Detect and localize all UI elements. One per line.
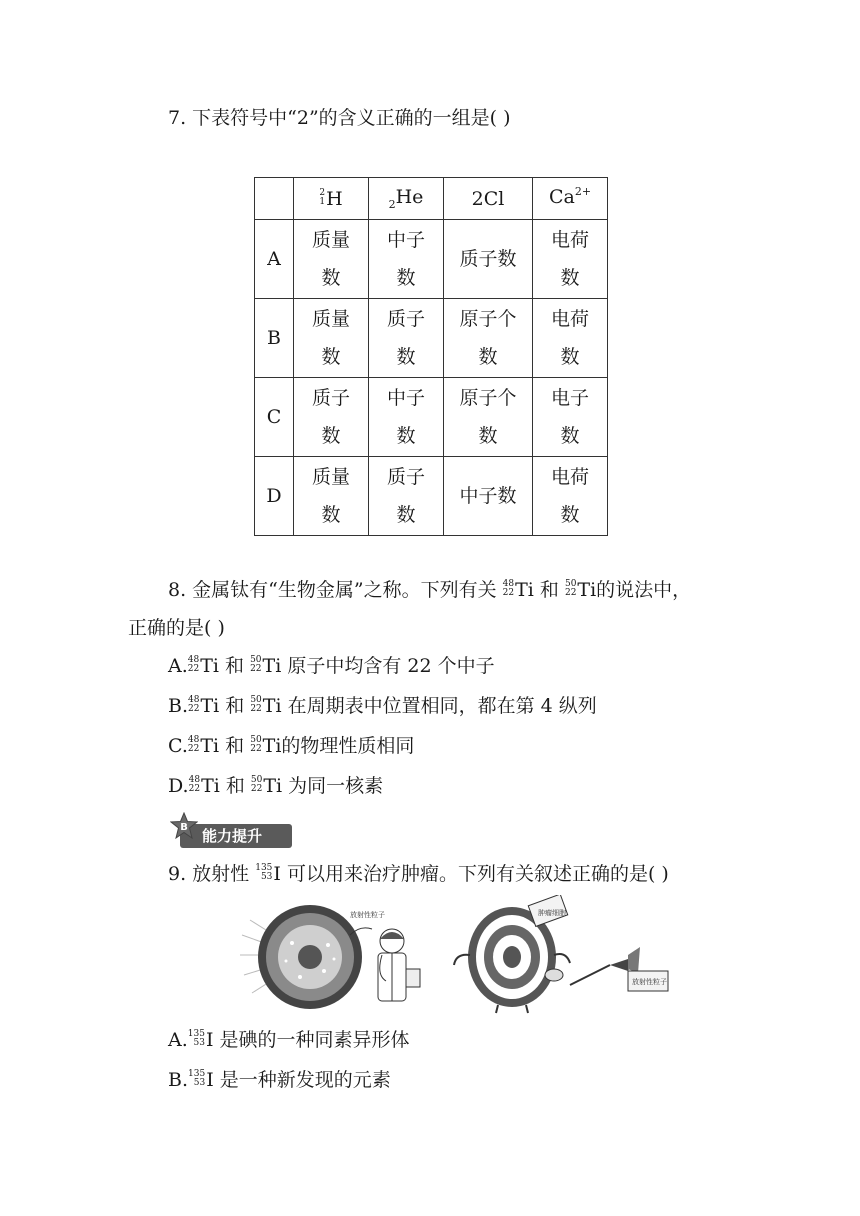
table-cell: 质量数 — [294, 299, 369, 378]
nuclide-ti50: 50 22 Ti — [564, 579, 597, 601]
table-cell: 中子数 — [369, 220, 444, 299]
q9-option-b: B. 135 53 I 是一种新发现的元素 — [168, 1069, 391, 1091]
table-header-row — [255, 178, 608, 220]
row-label: C — [255, 378, 294, 457]
tumor-cell-label: 肿瘤细胞 — [538, 909, 566, 917]
q8-option-d: D. 48 22 Ti 和 50 22 Ti 为同一核素 — [168, 775, 384, 797]
header-empty-cell — [255, 178, 294, 220]
table-cell: 电荷数 — [533, 220, 608, 299]
table-cell: 质量数 — [294, 220, 369, 299]
q7-stem: 7. 下表符号中“2”的含义正确的一组是( ) — [168, 107, 511, 129]
q9-option-a: A. 135 53 I 是碘的一种同素异形体 — [168, 1029, 410, 1051]
target-dart-illustration — [450, 895, 680, 1015]
table-row — [255, 378, 608, 457]
table-cell: 中子数 — [369, 378, 444, 457]
table-cell: 电荷数 — [533, 299, 608, 378]
q8-stem: 8. 金属钛有“生物金属”之称。下列有关 48 22 Ti 和 50 22 Ti的说法中， — [168, 576, 691, 604]
table-cell: 质子数 — [444, 220, 533, 299]
dart-label: 放射性粒子 — [632, 978, 667, 986]
star-icon — [170, 812, 198, 840]
nuclide-i135: 135 53 I — [255, 863, 281, 885]
table-cell: 质子数 — [294, 378, 369, 457]
table-cell: 质子数 — [369, 299, 444, 378]
q8-option-a: A. 48 22 Ti 和 50 22 Ti 原子中均含有 22 个中子 — [168, 655, 495, 677]
table-cell: 电子数 — [533, 378, 608, 457]
row-label: B — [255, 299, 294, 378]
table-row — [255, 457, 608, 536]
table-row — [255, 299, 608, 378]
section-title: 能力提升 — [180, 824, 292, 848]
q8-option-b: B. 48 22 Ti 和 50 22 Ti 在周期表中位置相同，都在第 4 纵列 — [168, 695, 597, 717]
table-cell: 原子个数 — [444, 378, 533, 457]
q8-option-c: C. 48 22 Ti 和 50 22 Ti的物理性质相同 — [168, 735, 415, 757]
header-he: $_2$He — [369, 178, 444, 220]
q7-table — [254, 177, 608, 536]
header-2cl: 2Cl — [444, 178, 533, 220]
q8-stem-continued: 正确的是( ) — [128, 617, 225, 639]
header-h1: 2 1 H — [294, 178, 369, 220]
table-cell: 原子个数 — [444, 299, 533, 378]
row-label: D — [255, 457, 294, 536]
table-cell: 电荷数 — [533, 457, 608, 536]
radioactive-particle-label: 放射性粒子 — [350, 911, 385, 919]
header-ca: $Ca^{2+}$ — [533, 178, 608, 220]
tumor-doctor-illustration — [230, 895, 430, 1020]
nuclide-ti48: 48 22 Ti — [502, 579, 534, 601]
table-row — [255, 220, 608, 299]
q9-stem: 9. 放射性 135 53 I 可以用来治疗肿瘤。下列有关叙述正确的是( ) — [168, 860, 669, 888]
table-cell: 中子数 — [444, 457, 533, 536]
table-cell: 质量数 — [294, 457, 369, 536]
section-letter: B — [180, 822, 188, 833]
table-cell: 质子数 — [369, 457, 444, 536]
row-label: A — [255, 220, 294, 299]
